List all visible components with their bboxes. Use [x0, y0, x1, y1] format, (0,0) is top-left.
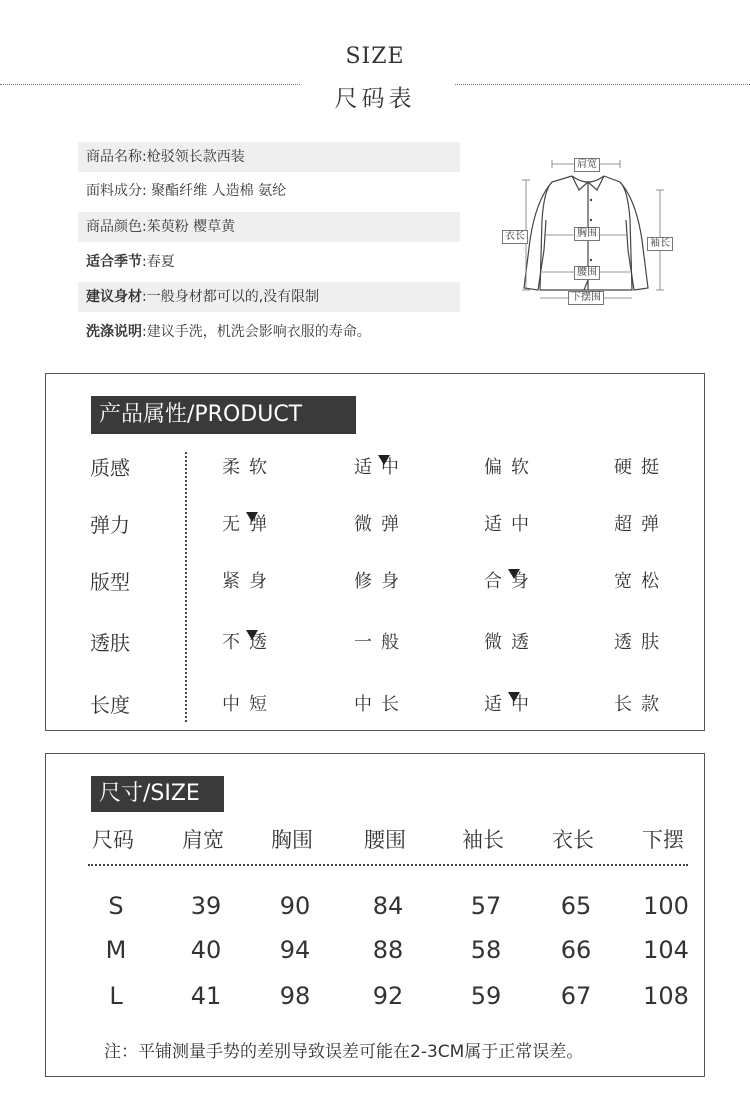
- sleeve-label: 袖长: [647, 237, 673, 251]
- selected-marker-icon: [508, 692, 520, 702]
- size-table-cell: 66: [560, 936, 592, 964]
- info-value: 茱萸粉 樱草黄: [146, 219, 236, 235]
- attribute-option: 无 弹: [222, 514, 276, 535]
- attribute-option: 微弹: [354, 514, 408, 535]
- size-table-cell: 39: [190, 892, 222, 920]
- size-column-header: 肩宽: [182, 828, 224, 852]
- attribute-option: 适 中: [484, 694, 538, 715]
- attribute-name: 透肤: [90, 631, 130, 655]
- attribute-option: 不 透: [222, 632, 276, 653]
- info-colon: :: [142, 289, 147, 305]
- size-table-divider: [88, 864, 688, 866]
- attribute-option: 长款: [614, 694, 668, 715]
- size-table-cell: 88: [372, 936, 404, 964]
- selected-marker-icon: [378, 455, 390, 465]
- attribute-option: 微透: [484, 632, 538, 653]
- info-row: [78, 247, 460, 277]
- size-column-header: 下摆: [642, 828, 684, 852]
- info-label: 商品颜色: [86, 219, 142, 235]
- info-value: 一般身材都可以的,没有限制: [146, 289, 320, 305]
- attribute-option: 宽松: [614, 571, 668, 592]
- size-note: 注：平铺测量手势的差别导致误差可能在2-3CM属于正常误差。: [104, 1042, 584, 1062]
- attribute-name: 弹力: [90, 513, 130, 537]
- size-table-cell: 67: [560, 982, 592, 1010]
- size-table-cell: S: [108, 892, 124, 920]
- shoulder-label: 肩宽: [574, 158, 600, 172]
- attribute-option: 一般: [354, 632, 408, 653]
- info-label: 商品名称: [86, 149, 142, 165]
- product-attributes-title: 产品属性/PRODUCT: [91, 396, 356, 434]
- attribute-option: 偏软: [484, 457, 538, 478]
- size-table-cell: 84: [372, 892, 404, 920]
- size-table-cell: 100: [643, 892, 689, 920]
- selected-marker-icon: [246, 512, 258, 522]
- size-table-cell: M: [105, 936, 127, 964]
- attribute-option: 超弹: [614, 514, 668, 535]
- size-table-cell: 58: [470, 936, 502, 964]
- info-colon: :: [142, 254, 147, 270]
- attribute-option: 紧身: [222, 571, 276, 592]
- info-colon: :: [142, 183, 147, 199]
- size-table-cell: 90: [279, 892, 311, 920]
- selected-marker-icon: [508, 569, 520, 579]
- attribute-option: 透肤: [614, 632, 668, 653]
- size-column-header: 衣长: [552, 828, 594, 852]
- info-label: 洗涤说明: [86, 324, 142, 340]
- attribute-option: 柔软: [222, 457, 276, 478]
- attribute-option: 适 中: [354, 457, 408, 478]
- size-column-header: 腰围: [364, 828, 406, 852]
- info-row: [78, 212, 460, 242]
- info-label: 面料成分: [86, 183, 142, 199]
- size-table-cell: 65: [560, 892, 592, 920]
- selected-marker-icon: [246, 630, 258, 640]
- attribute-option: 中长: [354, 694, 408, 715]
- info-colon: :: [142, 324, 147, 340]
- size-table-title: 尺寸/SIZE: [91, 776, 224, 812]
- info-value: 春夏: [146, 254, 175, 270]
- size-column-header: 尺码: [92, 828, 134, 852]
- info-value: 建议手洗，机洗会影响衣服的寿命。: [146, 324, 371, 340]
- attribute-name: 版型: [90, 570, 130, 594]
- attribute-option: 修身: [354, 571, 408, 592]
- attribute-name: 质感: [90, 456, 130, 480]
- waist-label: 腰围: [574, 266, 600, 280]
- info-value: 枪驳领长款西装: [146, 149, 245, 165]
- hem-label: 下摆围: [568, 291, 604, 305]
- size-table-cell: 98: [279, 982, 311, 1010]
- chest-label: 胸围: [574, 227, 600, 241]
- info-value: 聚酯纤维 人造棉 氨纶: [146, 183, 287, 199]
- info-colon: :: [142, 149, 147, 165]
- size-table-cell: L: [109, 982, 123, 1010]
- attribute-option: 中短: [222, 694, 276, 715]
- info-row: [78, 176, 460, 206]
- info-row: [78, 142, 460, 172]
- size-table-cell: 104: [643, 936, 689, 964]
- attribute-option: 适中: [484, 514, 538, 535]
- size-table-cell: 57: [470, 892, 502, 920]
- size-table-panel: [45, 753, 705, 1077]
- size-table-cell: 92: [372, 982, 404, 1010]
- info-row: [78, 317, 460, 347]
- attribute-option: 合 身: [484, 571, 538, 592]
- size-table-cell: 40: [190, 936, 222, 964]
- header-title-cn: 尺码表: [334, 86, 416, 112]
- info-colon: :: [142, 219, 147, 235]
- size-table-cell: 59: [470, 982, 502, 1010]
- size-column-header: 袖长: [462, 828, 504, 852]
- size-table-cell: 41: [190, 982, 222, 1010]
- length-label: 衣长: [502, 230, 528, 244]
- info-label: 适合季节: [86, 254, 142, 270]
- attribute-option: 硬挺: [614, 457, 668, 478]
- header-title-en: SIZE: [345, 44, 405, 69]
- size-table-cell: 94: [279, 936, 311, 964]
- info-row: [78, 282, 460, 312]
- product-attributes-panel: [45, 373, 705, 731]
- garment-measurement-diagram: [500, 150, 680, 308]
- info-label: 建议身材: [86, 289, 142, 305]
- attribute-name: 长度: [90, 693, 130, 717]
- size-column-header: 胸围: [271, 828, 313, 852]
- attributes-divider: [185, 452, 187, 722]
- size-table-cell: 108: [643, 982, 689, 1010]
